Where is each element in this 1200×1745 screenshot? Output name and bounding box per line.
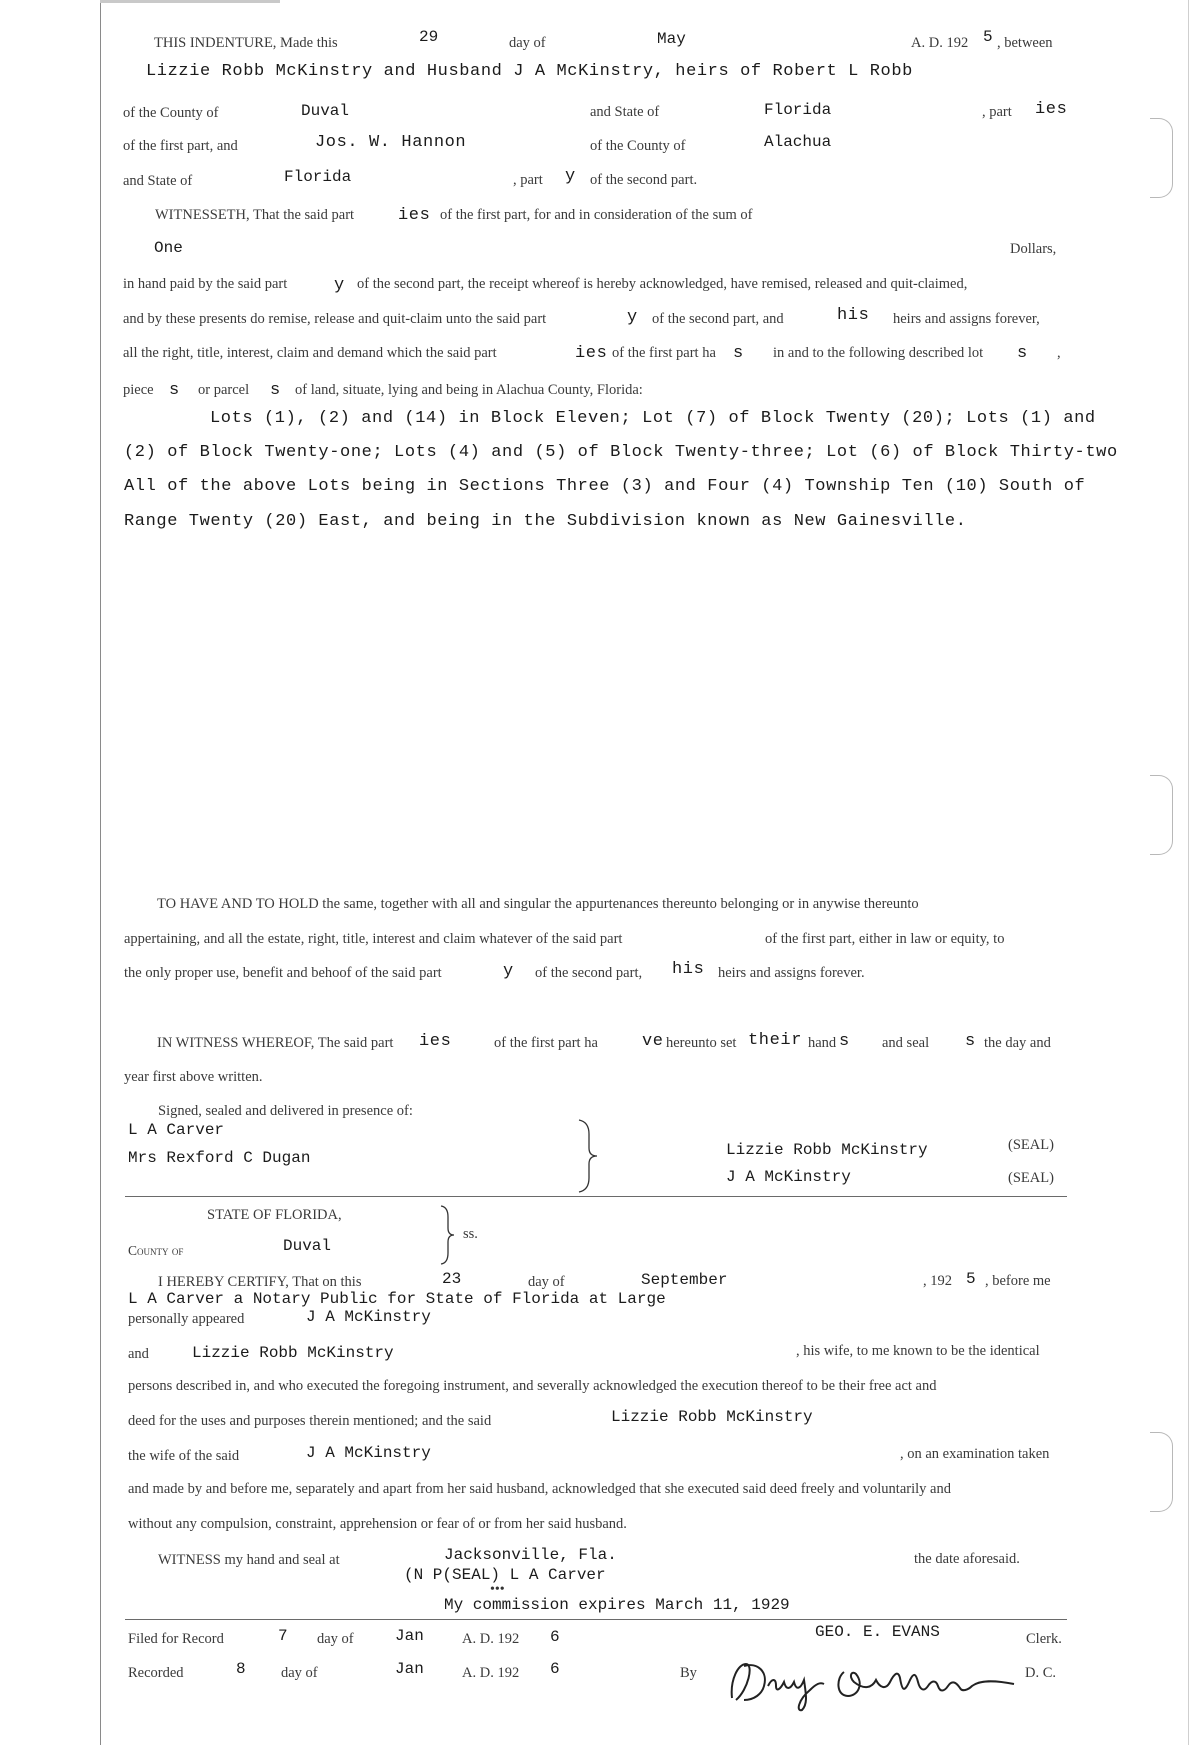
between-label: , between bbox=[997, 35, 1053, 51]
ack-made-line: and made by and before me, separately and apart from her said husband, acknowledged that she executed said deed freely and voluntarily and bbox=[128, 1481, 951, 1497]
torn-header-strip bbox=[100, 0, 280, 3]
ack-husband-name: J A McKinstry bbox=[306, 1444, 431, 1462]
notary-officer: L A Carver a Notary Public for State of Florida at Large bbox=[128, 1290, 666, 1308]
recorded-ad: A. D. 192 bbox=[462, 1665, 520, 1681]
remise-text-c: heirs and assigns forever, bbox=[893, 311, 1040, 327]
remise-his: his bbox=[837, 306, 870, 325]
ack-month: September bbox=[641, 1271, 728, 1289]
signer-name: Lizzie Robb McKinstry bbox=[726, 1141, 928, 1159]
venue-brace bbox=[438, 1204, 458, 1266]
testimonium-ve: ve bbox=[642, 1032, 664, 1051]
testimonium-d: hand bbox=[808, 1035, 837, 1051]
witnesseth-text-b: of the first part, for and in consideration of the sum of bbox=[440, 207, 753, 223]
grantor-names: Lizzie Robb McKinstry and Husband J A McKinstry, heirs of Robert L Robb bbox=[146, 62, 913, 81]
first-part-label: of the first part, and bbox=[123, 138, 238, 154]
grantor-part-label: , part bbox=[982, 104, 1012, 120]
testimonium-hands-s: s bbox=[839, 1032, 850, 1051]
before-me-label: , before me bbox=[985, 1273, 1051, 1289]
filed-month: Jan bbox=[395, 1627, 424, 1645]
ack-wife-name: Lizzie Robb McKinstry bbox=[611, 1408, 813, 1426]
certify-text: I HEREBY CERTIFY, That on this bbox=[158, 1274, 362, 1290]
witnesseth-suffix: ies bbox=[398, 206, 431, 225]
filed-day: 7 bbox=[278, 1627, 288, 1645]
hand-paid-text-a: in hand paid by the said part bbox=[123, 276, 288, 292]
testimonium-c: hereunto set bbox=[666, 1035, 737, 1051]
right-title-text-b: of the first part ha bbox=[612, 345, 716, 361]
parcel-parcel-s: s bbox=[270, 381, 281, 400]
filed-year: 6 bbox=[550, 1628, 560, 1646]
ack-without-line: without any compulsion, constraint, apprehension or fear of or from her said husband. bbox=[128, 1516, 627, 1532]
remise-suffix: y bbox=[627, 308, 638, 327]
grantor-county-label: of the County of bbox=[123, 105, 219, 121]
ad-label: A. D. 192 bbox=[911, 35, 969, 51]
grantee-county: Alachua bbox=[764, 133, 832, 151]
ack-deed-line: deed for the uses and purposes therein mentioned; and the said bbox=[128, 1413, 492, 1429]
state-of-florida: STATE OF FLORIDA, bbox=[207, 1207, 342, 1223]
and-label: and bbox=[128, 1346, 149, 1362]
recorded-day-of: day of bbox=[281, 1665, 318, 1681]
commission-expires: My commission expires March 11, 1929 bbox=[444, 1596, 790, 1614]
seal-label: (SEAL) bbox=[1008, 1170, 1054, 1186]
witness-name: Mrs Rexford C Dugan bbox=[128, 1149, 311, 1167]
ack-day: 23 bbox=[442, 1270, 462, 1288]
personally-appeared: personally appeared bbox=[128, 1311, 245, 1327]
wife-of-label: the wife of the said bbox=[128, 1448, 240, 1464]
date-aforesaid: the date aforesaid. bbox=[914, 1551, 1020, 1567]
right-title-has: s bbox=[733, 344, 744, 363]
second-part-label: of the second part. bbox=[590, 172, 698, 188]
seal-dots: ••• bbox=[490, 1582, 505, 1597]
habendum-line-3c: heirs and assigns forever. bbox=[718, 965, 865, 981]
hand-paid-suffix: y bbox=[334, 276, 345, 295]
binder-hole-middle bbox=[1150, 775, 1173, 855]
appeared-wife: Lizzie Robb McKinstry bbox=[192, 1344, 394, 1362]
ack-place: Jacksonville, Fla. bbox=[444, 1546, 617, 1564]
filed-for-record: Filed for Record bbox=[128, 1631, 224, 1647]
parcel-text-c: of land, situate, lying and being in Alachua County, Florida: bbox=[295, 382, 643, 398]
right-title-text-a: all the right, title, interest, claim and demand which the said part bbox=[123, 345, 497, 361]
testimonium-their: their bbox=[748, 1031, 803, 1050]
testimonium-b: of the first part ha bbox=[494, 1035, 598, 1051]
indenture-year-digit: 5 bbox=[983, 28, 993, 46]
indenture-month: May bbox=[657, 30, 686, 48]
ack-county: Duval bbox=[283, 1237, 332, 1255]
grantee-part-label: , part bbox=[513, 172, 543, 188]
clerk-name: GEO. E. EVANS bbox=[815, 1623, 940, 1641]
testimonium-e: and seal bbox=[882, 1035, 930, 1051]
habendum-suffix: y bbox=[503, 962, 514, 981]
grantee-county-label: of the County of bbox=[590, 138, 686, 154]
recorded-label: Recorded bbox=[128, 1665, 184, 1681]
filed-day-of: day of bbox=[317, 1631, 354, 1647]
recorded-month: Jan bbox=[395, 1660, 424, 1678]
hand-paid-text-b: of the second part, the receipt whereof is hereby acknowledged, have remised, released and quit-claimed, bbox=[357, 276, 968, 292]
right-title-comma: , bbox=[1057, 345, 1061, 361]
legal-description-line: (2) of Block Twenty-one; Lots (4) and (5) of Block Twenty-three; Lot (6) of Block Thirty-two bbox=[124, 443, 1118, 462]
parcel-text-a: piece bbox=[123, 382, 154, 398]
grantor-county: Duval bbox=[301, 102, 350, 120]
signer-name: J A McKinstry bbox=[726, 1168, 851, 1186]
ack-persons-line: persons described in, and who executed the foregoing instrument, and severally acknowledged the execution thereof to be their free act and bbox=[128, 1378, 937, 1394]
right-title-lot-s: s bbox=[1017, 344, 1028, 363]
testimonium-f: the day and bbox=[984, 1035, 1051, 1051]
grantor-state-label: and State of bbox=[590, 104, 660, 120]
left-margin-line bbox=[100, 0, 101, 1745]
appeared-person: J A McKinstry bbox=[306, 1308, 431, 1326]
grantor-part-suffix: ies bbox=[1035, 100, 1068, 119]
consideration-amount: One bbox=[154, 239, 183, 257]
testimonium-suffix: ies bbox=[419, 1032, 452, 1051]
grantee-state-label: and State of bbox=[123, 173, 193, 189]
exam-text: , on an examination taken bbox=[900, 1446, 1050, 1462]
ack-day-of: day of bbox=[528, 1274, 565, 1290]
grantee-state: Florida bbox=[284, 168, 352, 186]
habendum-line-2a: appertaining, and all the estate, right, title, interest and claim whatever of the said part bbox=[124, 931, 623, 947]
indenture-intro: THIS INDENTURE, Made this bbox=[154, 35, 338, 51]
testimonium-line-2: year first above written. bbox=[124, 1069, 263, 1085]
indenture-day: 29 bbox=[419, 28, 439, 46]
parcel-text-b: or parcel bbox=[198, 382, 250, 398]
testimonium-seals-s: s bbox=[965, 1032, 976, 1051]
habendum-line: TO HAVE AND TO HOLD the same, together with all and singular the appurtenances thereunto belonging or in anywise thereunto bbox=[157, 896, 919, 912]
habendum-his: his bbox=[672, 960, 705, 979]
ss-label: ss. bbox=[463, 1226, 478, 1242]
remise-text-b: of the second part, and bbox=[652, 311, 784, 327]
grantee-name: Jos. W. Hannon bbox=[315, 133, 467, 152]
parcel-piece-s: s bbox=[169, 381, 180, 400]
day-of-label: day of bbox=[509, 35, 546, 51]
dollars-label: Dollars, bbox=[1010, 241, 1057, 257]
ack-year-label: , 192 bbox=[923, 1273, 952, 1289]
legal-description-line: Lots (1), (2) and (14) in Block Eleven; Lot (7) of Block Twenty (20); Lots (1) and bbox=[210, 409, 1096, 428]
grantor-state: Florida bbox=[764, 101, 832, 119]
habendum-line-3b: of the second part, bbox=[535, 965, 643, 981]
witness-name: L A Carver bbox=[128, 1121, 225, 1139]
legal-description-line: All of the above Lots being in Sections Three (3) and Four (4) Township Ten (10) South of bbox=[124, 477, 1086, 496]
witness-brace bbox=[575, 1118, 603, 1194]
his-wife-text: , his wife, to me known to be the identical bbox=[796, 1343, 1040, 1359]
testimonium-a: IN WITNESS WHEREOF, The said part bbox=[157, 1035, 394, 1051]
binder-hole-bottom bbox=[1150, 1432, 1173, 1512]
execution-divider bbox=[125, 1196, 1067, 1197]
right-title-text-c: in and to the following described lot bbox=[773, 345, 984, 361]
recorded-day: 8 bbox=[236, 1660, 246, 1678]
witness-hand-label: WITNESS my hand and seal at bbox=[158, 1552, 340, 1568]
recording-divider bbox=[125, 1619, 1067, 1620]
presence-label: Signed, sealed and delivered in presence of: bbox=[158, 1103, 413, 1119]
legal-description-line: Range Twenty (20) East, and being in the Subdivision known as New Gainesville. bbox=[124, 512, 967, 531]
notary-seal-line: (N P(SEAL) L A Carver bbox=[404, 1566, 606, 1584]
by-label: By bbox=[680, 1665, 697, 1681]
seal-label: (SEAL) bbox=[1008, 1137, 1054, 1153]
dc-label: D. C. bbox=[1025, 1665, 1057, 1681]
deputy-clerk-signature bbox=[724, 1650, 1057, 1712]
filed-ad: A. D. 192 bbox=[462, 1631, 520, 1647]
witnesseth-text-a: WITNESSETH, That the said part bbox=[155, 207, 355, 223]
grantee-part-suffix: y bbox=[565, 167, 576, 186]
habendum-line-3a: the only proper use, benefit and behoof of the said part bbox=[124, 965, 442, 981]
remise-text-a: and by these presents do remise, release and quit-claim unto the said part bbox=[123, 311, 547, 327]
binder-hole-top bbox=[1150, 118, 1173, 198]
county-label: County of bbox=[128, 1243, 184, 1258]
recorded-year: 6 bbox=[550, 1660, 560, 1678]
right-title-suffix: ies bbox=[575, 344, 608, 363]
right-edge-line bbox=[1188, 0, 1189, 1745]
clerk-label: Clerk. bbox=[1026, 1631, 1062, 1647]
habendum-line-2b: of the first part, either in law or equity, to bbox=[765, 931, 1005, 947]
ack-year-digit: 5 bbox=[966, 1270, 976, 1288]
